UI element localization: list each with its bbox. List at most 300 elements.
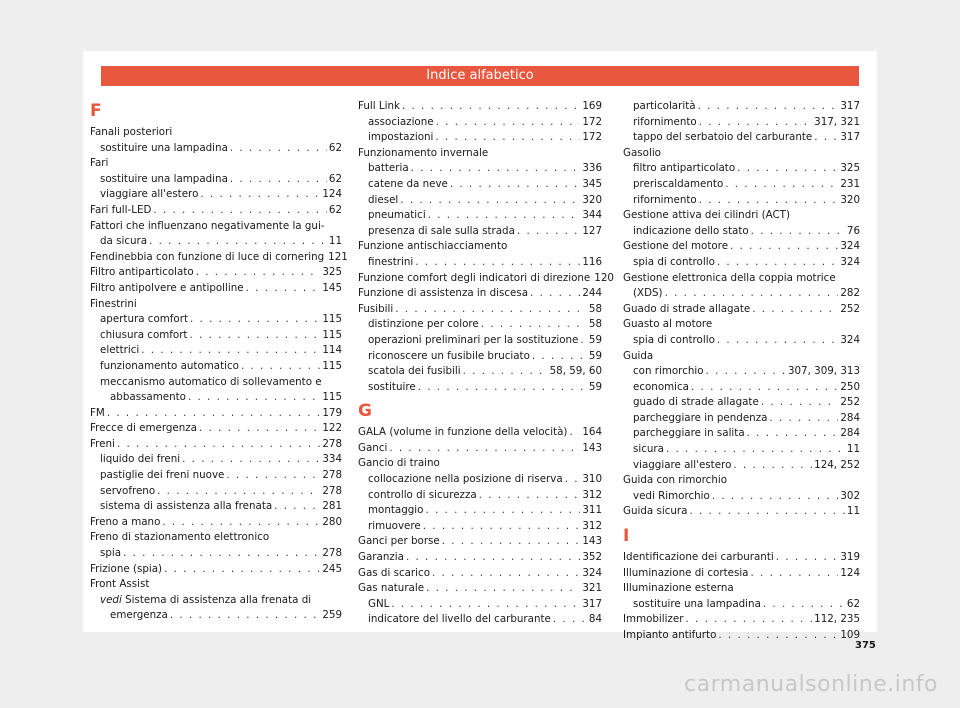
index-entry xyxy=(90,484,342,500)
index-entry xyxy=(623,99,860,115)
dot-leader xyxy=(406,550,580,566)
index-entry-page: 324 xyxy=(840,255,860,268)
index-heading xyxy=(90,125,342,141)
dot-leader xyxy=(423,519,581,535)
index-entry-page: 302 xyxy=(840,489,860,502)
index-entry-text: viaggiare all'estero xyxy=(633,458,732,471)
index-entry-page: 59 xyxy=(588,333,602,346)
index-entry-text: Frizione (spia) xyxy=(90,562,163,575)
index-entry-text: Gas di scarico xyxy=(358,566,430,579)
index-entry-text: apertura comfort xyxy=(100,313,188,326)
index-entry-page: 278 xyxy=(322,484,342,497)
index-entry-page: 124 xyxy=(840,566,860,579)
index-entry-text: Filtro antiparticolato xyxy=(90,266,194,279)
index-entry-page: 324 xyxy=(840,240,860,253)
index-entry-text: (XDS) xyxy=(633,287,663,300)
index-entry xyxy=(623,115,860,131)
index-entry-page: 352 xyxy=(582,551,602,564)
index-entry-text: Ganci xyxy=(358,441,388,454)
dot-leader xyxy=(530,286,580,302)
index-heading-text: Gestione elettronica della coppia motrice xyxy=(623,271,836,284)
index-entry-page: 59 xyxy=(588,380,602,393)
index-page xyxy=(83,51,877,641)
dot-leader xyxy=(814,130,838,146)
index-entry xyxy=(358,597,602,613)
dot-leader xyxy=(432,566,580,582)
dot-leader xyxy=(580,333,587,349)
index-entry-page: 278 xyxy=(322,469,342,482)
index-entry xyxy=(90,172,342,188)
index-entry-page: 58, 59, 60 xyxy=(549,365,602,378)
index-entry xyxy=(623,550,860,566)
index-entry-page: 324 xyxy=(582,566,602,579)
index-entry-text: sostituire xyxy=(368,380,416,393)
index-entry-text: indicatore del livello del carburante xyxy=(368,613,551,626)
index-entry-page: 325 xyxy=(322,266,342,279)
page-number: 375 xyxy=(855,640,876,651)
index-entry-text: Gestione del motore xyxy=(623,240,729,253)
index-entry-text: elettrici xyxy=(100,344,140,357)
index-heading-text: Gestione attiva dei cilindri (ACT) xyxy=(623,209,790,222)
index-column-3 xyxy=(623,99,860,644)
dot-leader xyxy=(400,193,580,209)
index-entry-page: 250 xyxy=(840,380,860,393)
index-heading-text: Fanali posteriori xyxy=(90,126,173,138)
index-entry-text: Freno a mano xyxy=(90,515,161,528)
index-heading xyxy=(90,577,342,593)
index-entry xyxy=(623,489,860,505)
index-entry-page: 164 xyxy=(582,426,602,439)
index-entry-text: economica xyxy=(633,380,689,393)
index-entry-text: FM xyxy=(90,406,105,419)
dot-leader xyxy=(689,504,844,520)
dot-leader xyxy=(200,187,320,203)
index-entry-page: 120 xyxy=(594,271,614,284)
index-entry xyxy=(90,608,342,624)
index-heading xyxy=(358,239,602,255)
dot-leader xyxy=(241,359,320,375)
index-entry-page: 76 xyxy=(846,224,860,237)
section-letter: F xyxy=(90,101,102,121)
index-entry-page: 115 xyxy=(322,391,342,404)
dot-leader xyxy=(747,426,839,442)
index-heading-text: Guida con rimorchio xyxy=(623,474,728,487)
index-entry-text: chiusura comfort xyxy=(100,328,188,341)
index-entry-text: controllo di sicurezza xyxy=(368,488,477,501)
index-entry-page: 245 xyxy=(322,562,342,575)
index-heading-text: meccanismo automatico di sollevamento e xyxy=(100,375,322,388)
index-entry-text: distinzione per colore xyxy=(368,318,479,331)
index-heading xyxy=(90,530,342,546)
dot-leader xyxy=(153,203,326,219)
index-entry xyxy=(358,472,602,488)
dot-leader xyxy=(706,364,786,380)
index-heading-text: Guasto al motore xyxy=(623,318,713,331)
index-entry xyxy=(623,224,860,240)
index-entry-page: 321 xyxy=(582,582,602,595)
dot-leader xyxy=(157,484,320,500)
index-entry-page: 11 xyxy=(846,505,860,518)
index-entry xyxy=(90,141,342,157)
index-entry-page: 179 xyxy=(322,406,342,419)
index-entry xyxy=(623,255,860,271)
index-entry xyxy=(623,193,860,209)
index-entry xyxy=(358,534,602,550)
index-heading xyxy=(90,219,342,235)
index-entry xyxy=(623,130,860,146)
index-entry xyxy=(90,359,342,375)
index-entry-page: 62 xyxy=(328,141,342,154)
dot-leader xyxy=(565,472,581,488)
index-entry xyxy=(90,421,342,437)
index-entry-page: 58 xyxy=(588,318,602,331)
index-entry xyxy=(358,566,602,582)
index-entry-page: 280 xyxy=(322,515,342,528)
index-entry xyxy=(623,177,860,193)
dot-leader xyxy=(436,115,581,131)
index-entry-page: 311 xyxy=(582,504,602,517)
index-heading xyxy=(358,146,602,162)
index-entry-page: 282 xyxy=(840,287,860,300)
index-entry xyxy=(623,411,860,427)
index-entry xyxy=(90,312,342,328)
index-entry-text: presenza di sale sulla strada xyxy=(368,224,515,237)
index-entry-page: 116 xyxy=(582,255,602,268)
dot-leader xyxy=(189,328,320,344)
dot-leader xyxy=(712,489,839,505)
index-entry xyxy=(90,515,342,531)
index-heading-text: Finestrini xyxy=(90,297,137,310)
dot-leader xyxy=(425,503,580,519)
index-entry-page: 252 xyxy=(840,396,860,409)
index-entry xyxy=(623,426,860,442)
index-entry xyxy=(623,302,860,318)
index-entry-text: con rimorchio xyxy=(633,365,704,378)
index-entry-page: 11 xyxy=(846,443,860,456)
index-entry xyxy=(623,395,860,411)
index-entry-page: 122 xyxy=(322,422,342,435)
index-entry xyxy=(358,364,602,380)
index-entry-text: sicura xyxy=(633,443,664,456)
dot-leader xyxy=(428,208,581,224)
dot-leader xyxy=(164,562,320,578)
index-entry xyxy=(358,317,602,333)
index-entry xyxy=(90,390,342,406)
index-entry-text: viaggiare all'estero xyxy=(100,188,199,201)
index-entry-text: Fendinebbia con funzione di luce di cornering xyxy=(90,250,325,263)
dot-leader xyxy=(763,597,845,613)
index-entry xyxy=(358,99,602,115)
section-letter: I xyxy=(623,526,630,547)
index-heading xyxy=(623,208,860,224)
index-entry-page: 84 xyxy=(588,613,602,626)
index-entry-text: scatola dei fusibili xyxy=(368,365,461,378)
index-entry xyxy=(358,161,602,177)
index-entry xyxy=(623,458,860,474)
index-entry-text: liquido dei freni xyxy=(100,453,181,466)
dot-leader xyxy=(107,406,321,422)
index-entry xyxy=(90,250,348,266)
index-entry-page: 312 xyxy=(582,488,602,501)
index-entry xyxy=(358,302,602,318)
index-entry-page: 278 xyxy=(322,437,342,450)
index-heading xyxy=(90,156,342,172)
dot-leader xyxy=(230,141,327,157)
index-entry xyxy=(358,208,602,224)
index-heading-text: Front Assist xyxy=(90,578,150,591)
dot-leader xyxy=(737,161,838,177)
dot-leader xyxy=(699,115,812,131)
index-entry-page: 62 xyxy=(328,172,342,185)
index-entry-text: Guado di strade allagate xyxy=(623,302,751,315)
index-entry-page: 317 xyxy=(582,597,602,610)
dot-leader xyxy=(415,255,580,271)
index-entry-text: parcheggiare in salita xyxy=(633,427,745,440)
index-entry-text: Guida sicura xyxy=(623,505,688,518)
index-entry-text: batteria xyxy=(368,162,409,175)
dot-leader xyxy=(117,437,320,453)
dot-leader xyxy=(196,265,321,281)
index-entry xyxy=(623,286,860,302)
index-entry xyxy=(623,504,860,520)
index-entry-text: abbassamento xyxy=(110,391,186,404)
dot-leader xyxy=(182,452,320,468)
index-entry xyxy=(358,255,602,271)
index-entry-page: 115 xyxy=(322,328,342,341)
index-heading-text: Funzione antischiacciamento xyxy=(358,240,508,253)
index-entry-text: collocazione nella posizione di riserva xyxy=(368,473,563,486)
index-entry-text: spia xyxy=(100,547,122,560)
index-entry-text: Full Link xyxy=(358,100,400,112)
index-entry-text: sostituire una lampadina xyxy=(100,172,228,185)
dot-leader xyxy=(479,488,581,504)
index-entry xyxy=(623,442,860,458)
index-entry-text: montaggio xyxy=(368,504,424,517)
dot-leader xyxy=(717,333,838,349)
dot-leader xyxy=(717,255,838,271)
index-entry xyxy=(358,581,602,597)
index-entry-page: 114 xyxy=(322,344,342,357)
index-entry xyxy=(358,550,602,566)
index-entry-text: riconoscere un fusibile bruciato xyxy=(368,349,530,362)
index-column-1 xyxy=(90,99,348,624)
dot-leader xyxy=(750,566,838,582)
index-heading-text: Guida xyxy=(623,349,654,362)
index-entry-page: 284 xyxy=(840,427,860,440)
index-entry-text: Frecce di emergenza xyxy=(90,422,197,435)
dot-leader xyxy=(517,224,580,240)
dot-leader xyxy=(481,317,587,333)
index-heading xyxy=(90,593,342,609)
dot-leader xyxy=(274,499,320,515)
index-entry xyxy=(358,286,602,302)
index-entry xyxy=(623,380,860,396)
dot-leader xyxy=(230,172,327,188)
index-entry-text: Fari full-LED xyxy=(90,203,152,216)
index-entry-text: Impianto antifurto xyxy=(623,629,717,641)
index-entry-text: sostituire una lampadina xyxy=(100,141,228,154)
index-entry-text: associazione xyxy=(368,115,434,128)
index-entry-page: 169 xyxy=(582,100,602,112)
index-entry-text: rimuovere xyxy=(368,519,421,532)
index-entry-page: 259 xyxy=(322,609,342,622)
index-entry-page: 310 xyxy=(582,473,602,486)
index-heading-text: Gancio di traino xyxy=(358,457,440,470)
dot-leader xyxy=(691,380,838,396)
dot-leader xyxy=(733,458,812,474)
index-entry-page: 112, 235 xyxy=(814,613,860,626)
index-entry xyxy=(90,468,342,484)
index-entry xyxy=(358,441,602,457)
index-entry-page: 109 xyxy=(840,629,860,641)
index-entry-page: 281 xyxy=(322,500,342,513)
index-entry-text: spia di controllo xyxy=(633,333,715,346)
index-entry xyxy=(90,265,342,281)
index-entry-page: 62 xyxy=(846,597,860,610)
watermark: carmanualsonline.info xyxy=(684,672,938,697)
index-entry xyxy=(90,452,342,468)
index-entry-text: Immobilizer xyxy=(623,613,684,626)
dot-leader xyxy=(532,349,587,365)
index-entry-page: 231 xyxy=(840,177,860,190)
index-entry-page: 334 xyxy=(322,453,342,466)
index-entry-text: operazioni preliminari per la sostituzione xyxy=(368,333,579,346)
index-entry-text: particolarità xyxy=(633,100,696,112)
index-entry-page: 317 xyxy=(840,131,860,144)
index-heading xyxy=(623,473,860,489)
index-entry xyxy=(358,503,602,519)
index-entry-page: 145 xyxy=(322,281,342,294)
index-entry-text: indicazione dello stato xyxy=(633,224,749,237)
index-entry-page: 172 xyxy=(582,131,602,144)
index-entry xyxy=(358,177,602,193)
index-entry xyxy=(90,187,342,203)
index-entry-text: rifornimento xyxy=(633,115,697,128)
index-entry-text: GALA (volume in funzione della velocità) xyxy=(358,426,568,439)
index-entry-page: 336 xyxy=(582,162,602,175)
index-heading xyxy=(623,317,860,333)
index-entry-text: Funzione di assistenza in discesa xyxy=(358,287,529,300)
dot-leader xyxy=(686,612,813,628)
dot-leader xyxy=(553,612,587,628)
index-heading-text: Fari xyxy=(90,157,109,170)
index-entry xyxy=(623,628,860,644)
index-entry-text: filtro antiparticolato xyxy=(633,162,736,175)
index-heading-text: Sistema di assistenza alla frenata di xyxy=(125,593,312,606)
index-entry xyxy=(90,281,342,297)
index-entry-text: Garanzia xyxy=(358,551,404,564)
index-entry xyxy=(358,380,602,396)
dot-leader xyxy=(162,515,320,531)
index-heading-text: Gasolio xyxy=(623,146,661,159)
index-entry-page: 127 xyxy=(582,224,602,237)
index-entry-page: 307, 309, 313 xyxy=(787,365,860,378)
index-entry-text: sistema di assistenza alla frenata xyxy=(100,500,273,513)
dot-leader xyxy=(698,99,839,115)
dot-leader xyxy=(411,161,581,177)
index-entry-text: Illuminazione di cortesia xyxy=(623,566,749,579)
index-entry-page: 115 xyxy=(322,359,342,372)
index-heading xyxy=(90,297,342,313)
index-entry-page: 62 xyxy=(328,203,342,216)
dot-leader xyxy=(188,390,320,406)
page-header xyxy=(101,66,859,86)
index-entry-text: Funzione comfort degli indicatori di direzione xyxy=(358,271,591,284)
dot-leader xyxy=(665,286,839,302)
index-entry-page: 124 xyxy=(322,188,342,201)
index-entry xyxy=(623,161,860,177)
index-entry-page: 121 xyxy=(328,250,348,263)
index-entry-text: servofreno xyxy=(100,484,156,497)
index-heading xyxy=(623,146,860,162)
index-entry-text: vedi Rimorchio xyxy=(633,489,710,502)
dot-leader xyxy=(149,234,327,250)
dot-leader xyxy=(450,177,580,193)
index-entry-text: Fusibili xyxy=(358,302,394,315)
dot-leader xyxy=(769,411,838,427)
index-entry xyxy=(358,612,602,628)
index-entry xyxy=(358,519,602,535)
index-heading-text: Illuminazione esterna xyxy=(623,582,734,595)
index-entry-page: 345 xyxy=(582,177,602,190)
dot-leader xyxy=(395,302,587,318)
index-entry-text: pneumatici xyxy=(368,209,426,222)
dot-leader xyxy=(402,99,580,115)
index-entry-page: 124, 252 xyxy=(814,458,860,471)
index-entry-text: finestrini xyxy=(368,255,414,268)
index-column-2 xyxy=(358,99,614,628)
index-entry-text: rifornimento xyxy=(633,193,697,206)
dot-leader xyxy=(699,193,839,209)
index-entry-text: Freni xyxy=(90,437,115,450)
index-entry-text: GNL xyxy=(368,597,390,610)
index-entry-text: Ganci per borse xyxy=(358,535,440,548)
dot-leader xyxy=(725,177,838,193)
dot-leader xyxy=(435,130,580,146)
index-entry-page: 320 xyxy=(582,193,602,206)
index-entry-page: 325 xyxy=(840,162,860,175)
dot-leader xyxy=(190,312,320,328)
index-entry-page: 244 xyxy=(582,287,602,300)
index-entry xyxy=(358,130,602,146)
index-heading xyxy=(90,375,342,391)
index-entry xyxy=(358,271,614,287)
index-entry-page: 317 xyxy=(840,100,860,112)
dot-leader xyxy=(463,364,548,380)
index-entry xyxy=(623,333,860,349)
index-heading-text: Fattori che influenzano negativamente la gui- xyxy=(90,219,325,232)
index-entry xyxy=(90,203,342,219)
dot-leader xyxy=(199,421,320,437)
index-entry-page: 143 xyxy=(582,535,602,548)
index-entry-text: parcheggiare in pendenza xyxy=(633,411,768,424)
index-entry-page: 319 xyxy=(840,551,860,564)
index-entry-text: guado di strade allagate xyxy=(633,396,759,409)
index-entry xyxy=(623,566,860,582)
index-entry-text: Identificazione dei carburanti xyxy=(623,551,774,564)
index-entry xyxy=(358,425,602,441)
index-entry xyxy=(358,488,602,504)
index-heading xyxy=(623,271,860,287)
dot-leader xyxy=(569,425,580,441)
dot-leader xyxy=(226,468,320,484)
index-entry-text: Filtro antipolvere e antipolline xyxy=(90,281,244,294)
index-entry xyxy=(90,328,342,344)
index-entry-text: tappo del serbatoio del carburante xyxy=(633,131,813,144)
index-entry-page: 284 xyxy=(840,411,860,424)
dot-leader xyxy=(391,597,580,613)
index-heading-text: Freno di stazionamento elettronico xyxy=(90,531,270,544)
